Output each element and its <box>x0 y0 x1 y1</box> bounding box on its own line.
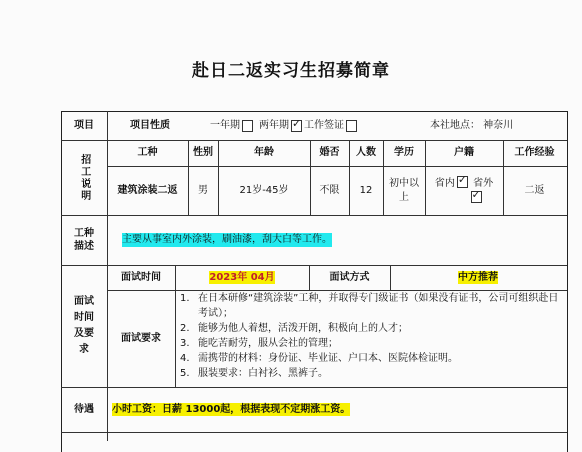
option-one-year-checkbox[interactable] <box>242 120 253 132</box>
job-value: 建筑涂装二返 <box>117 184 178 196</box>
option-two-year-checkbox[interactable] <box>291 120 302 132</box>
page-title: 赴日二返实习生招募简章 <box>192 61 390 81</box>
header-married: 婚否 <box>319 147 340 159</box>
education-value: 初中以上 <box>389 178 419 203</box>
huji-inside-checkbox[interactable] <box>457 176 468 188</box>
interview-method-label: 面试方式 <box>329 271 370 283</box>
header-count: 人数 <box>356 147 376 159</box>
header-experience: 工作经验 <box>514 147 555 159</box>
interview-req-label: 面试要求 <box>121 332 161 344</box>
company-location: 本社地点： 神奈川 <box>430 119 514 131</box>
interview-side-label: 面试时间及要求 <box>74 296 94 355</box>
option-work-visa-checkbox[interactable] <box>346 120 357 132</box>
project-label: 项目 <box>74 119 94 131</box>
interview-time-label: 面试时间 <box>121 271 161 283</box>
header-gender: 性别 <box>193 147 213 159</box>
desc-label: 工种描述 <box>74 227 94 252</box>
recruit-side-label: 招工说明 <box>78 153 90 202</box>
option-work-visa-label: 工作签证 <box>304 119 344 131</box>
married-value: 不限 <box>319 184 340 196</box>
age-value: 21岁-45岁 <box>239 184 289 196</box>
option-two-year-label: 两年期 <box>259 119 289 131</box>
list-item: 1. 在日本研修“建筑涂装”工种，并取得专门级证书（如果没有证书，公司可组织赴日考试）； <box>180 293 559 319</box>
list-item: 5. 服装要求：白衬衫、黑裤子。 <box>180 368 328 379</box>
list-item: 3. 能吃苦耐劳，服从会社的管理； <box>180 338 338 349</box>
huji-inside-label: 省内 <box>434 178 455 189</box>
job-description: 主要从事室内外涂装，刷油漆，刮大白等工作。 <box>122 234 332 246</box>
project-type-label: 项目性质 <box>130 119 170 131</box>
header-education: 学历 <box>394 147 414 159</box>
pay-text: 小时工资：日薪 13000起，根据表现不定期涨工资。 <box>112 403 351 415</box>
requirements-list <box>180 291 562 381</box>
count-value: 12 <box>359 184 373 196</box>
header-job: 工种 <box>137 147 158 159</box>
experience-value: 二返 <box>524 184 545 196</box>
gender-value: 男 <box>198 184 208 196</box>
option-one-year-label: 一年期 <box>210 119 240 131</box>
interview-time-value: 2023年 04月 <box>209 271 275 283</box>
list-item: 4. 需携带的材料：身份证、毕业证、户口本、医院体检证明。 <box>180 353 458 364</box>
header-age: 年龄 <box>254 147 274 159</box>
huji-outside-label: 省外 <box>473 178 494 189</box>
huji-outside-checkbox[interactable] <box>471 191 482 203</box>
interview-method-value: 中方推荐 <box>458 271 498 283</box>
header-huji: 户籍 <box>454 147 474 159</box>
pay-label: 待遇 <box>74 403 94 415</box>
list-item: 2. 能够为他人着想，活泼开朗，积极向上的人才； <box>180 323 408 334</box>
